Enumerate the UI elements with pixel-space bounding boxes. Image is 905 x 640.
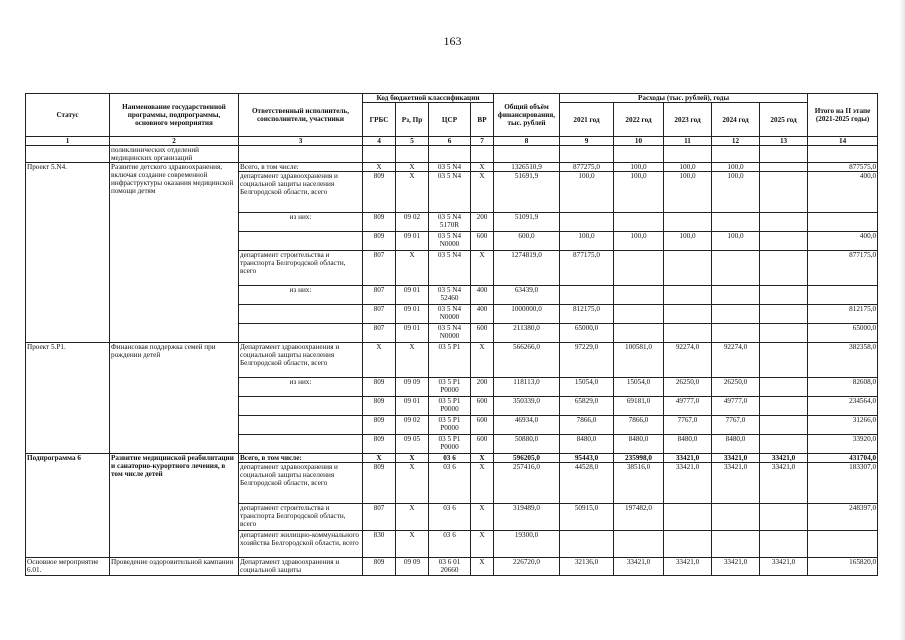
cell-y2024: 92274,0 [712, 343, 760, 378]
cell-csr: 03 5 Р1 [429, 343, 471, 378]
cell-y2021 [560, 146, 614, 163]
column-number: 2 [110, 137, 239, 146]
cell-stage-total: 183307,0 [808, 463, 878, 504]
cell-vr: X [471, 343, 494, 378]
column-number: 8 [494, 137, 560, 146]
cell-rzpr: X [396, 251, 429, 286]
cell-rzpr: 09 01 [396, 232, 429, 251]
cell-csr [429, 146, 471, 163]
cell-y2024: 33421,0 [712, 558, 760, 576]
cell-csr: 03 5 N4 [429, 163, 471, 172]
cell-y2021: 32136,0 [560, 558, 614, 576]
cell-csr: 03 6 01 20660 [429, 558, 471, 576]
row-name: поликлинических отделений медицинских организаций [110, 146, 239, 163]
cell-grbs: 807 [363, 251, 396, 286]
cell-y2022: 235998,0 [614, 454, 664, 463]
header-expenses: Расходы (тыс. рублей), годы [560, 94, 808, 103]
cell-total: 118113,0 [494, 378, 560, 397]
cell-total [494, 146, 560, 163]
cell-vr: 600 [471, 416, 494, 435]
cell-y2021: 44528,0 [560, 463, 614, 504]
cell-csr: 03 5 Р1 Р0000 [429, 435, 471, 454]
cell-rzpr [396, 146, 429, 163]
cell-y2025 [760, 146, 808, 163]
cell-total: 319489,0 [494, 504, 560, 531]
cell-rzpr: 09 01 [396, 397, 429, 416]
cell-y2021 [560, 531, 614, 558]
cell-stage-total: 33920,0 [808, 435, 878, 454]
cell-y2024: 33421,0 [712, 454, 760, 463]
cell-y2024 [712, 213, 760, 232]
cell-total: 46934,0 [494, 416, 560, 435]
cell-stage-total [808, 286, 878, 305]
cell-stage-total: 382358,0 [808, 343, 878, 378]
cell-y2022 [614, 286, 664, 305]
row-name: Финансовая поддержка семей при рождении детей [110, 343, 239, 454]
cell-y2022 [614, 305, 664, 324]
column-number: 4 [363, 137, 396, 146]
cell-vr: 600 [471, 324, 494, 343]
cell-grbs: 807 [363, 504, 396, 531]
cell-stage-total: 65000,0 [808, 324, 878, 343]
cell-csr: 03 5 N4 [429, 251, 471, 286]
cell-stage-total: 248397,0 [808, 504, 878, 531]
cell-y2023: 92274,0 [664, 343, 712, 378]
cell-y2021: 8480,0 [560, 435, 614, 454]
cell-stage-total: 431704,0 [808, 454, 878, 463]
table-body [26, 146, 878, 576]
cell-grbs: 809 [363, 463, 396, 504]
cell-y2022: 38516,0 [614, 463, 664, 504]
cell-rzpr: 09 05 [396, 435, 429, 454]
cell-rzpr: 09 09 [396, 558, 429, 576]
cell-executor: департамент здравоохранения и социальной защиты населения Белгородской области, всего [239, 463, 363, 504]
cell-y2025 [760, 163, 808, 172]
page-number: 163 [443, 34, 462, 48]
cell-y2021: 877275,0 [560, 163, 614, 172]
cell-y2025 [760, 343, 808, 378]
column-number-row [26, 137, 878, 146]
cell-y2021: 95443,0 [560, 454, 614, 463]
cell-csr: 03 5 N4 N0000 [429, 232, 471, 251]
cell-y2022: 7866,0 [614, 416, 664, 435]
header-2022: 2022 год [614, 103, 664, 137]
cell-y2023: 7767,0 [664, 416, 712, 435]
column-number: 3 [239, 137, 363, 146]
header-executor: Ответственный исполнитель, соисполнители, участники [239, 94, 363, 137]
cell-grbs: 809 [363, 172, 396, 213]
cell-stage-total: 400,0 [808, 232, 878, 251]
column-number: 7 [471, 137, 494, 146]
header-grbs: ГРБС [363, 103, 396, 137]
cell-total: 1274819,0 [494, 251, 560, 286]
cell-y2021: 100,0 [560, 232, 614, 251]
cell-rzpr: 09 02 [396, 213, 429, 232]
cell-vr: X [471, 463, 494, 504]
cell-total: 596205,0 [494, 454, 560, 463]
row-name: Развитие детского здравоохранения, включая создание современной инфраструктуры оказания медицинской помощи детям [110, 163, 239, 343]
cell-y2023: 33421,0 [664, 558, 712, 576]
cell-vr: X [471, 454, 494, 463]
cell-y2021: 877175,0 [560, 251, 614, 286]
cell-total: 211380,0 [494, 324, 560, 343]
column-number: 6 [429, 137, 471, 146]
cell-grbs: X [363, 454, 396, 463]
row-status: Подпрограмма 6 [26, 454, 110, 558]
row-name: Развитие медицинской реабилитации и санаторно-курортного лечения, в том числе детей [110, 454, 239, 558]
cell-y2021: 97229,0 [560, 343, 614, 378]
header-2021: 2021 год [560, 103, 614, 137]
cell-y2025 [760, 213, 808, 232]
cell-csr: 03 5 Р1 Р0000 [429, 397, 471, 416]
cell-y2023 [664, 251, 712, 286]
cell-rzpr: 09 01 [396, 286, 429, 305]
scan-edge [899, 0, 905, 640]
cell-grbs: 807 [363, 305, 396, 324]
cell-y2023 [664, 324, 712, 343]
cell-y2022: 100,0 [614, 172, 664, 213]
cell-total: 51091,9 [494, 213, 560, 232]
header-status: Статус [26, 94, 110, 137]
header-rzpr: Рз, Пр [396, 103, 429, 137]
cell-y2024: 7767,0 [712, 416, 760, 435]
cell-csr: 03 5 Р1 Р0000 [429, 378, 471, 397]
cell-y2022 [614, 251, 664, 286]
cell-y2025 [760, 504, 808, 531]
cell-y2025 [760, 286, 808, 305]
cell-y2025 [760, 324, 808, 343]
cell-executor: департамент строительства и транспорта Белгородской области, всего [239, 504, 363, 531]
cell-executor: департамент строительства и транспорта Белгородской области, всего [239, 251, 363, 286]
cell-grbs: 807 [363, 286, 396, 305]
cell-y2025 [760, 232, 808, 251]
cell-y2021: 50915,0 [560, 504, 614, 531]
cell-y2023 [664, 531, 712, 558]
cell-executor: из них: [239, 286, 363, 305]
cell-y2023 [664, 305, 712, 324]
cell-y2023: 100,0 [664, 232, 712, 251]
cell-rzpr: X [396, 504, 429, 531]
cell-stage-total: 877575,0 [808, 163, 878, 172]
cell-y2024 [712, 531, 760, 558]
header-stage-total: Итого на II этапе (2021-2025 годы) [808, 94, 878, 137]
cell-grbs: X [363, 343, 396, 378]
cell-executor [239, 146, 363, 163]
header-csr: ЦСР [429, 103, 471, 137]
table-row [26, 343, 878, 378]
cell-y2022: 197482,0 [614, 504, 664, 531]
cell-rzpr: 09 01 [396, 305, 429, 324]
cell-y2022: 15054,0 [614, 378, 664, 397]
cell-y2023: 8480,0 [664, 435, 712, 454]
cell-y2025 [760, 416, 808, 435]
cell-stage-total: 82608,0 [808, 378, 878, 397]
cell-csr: 03 5 N4 N0000 [429, 305, 471, 324]
cell-y2024: 100,0 [712, 163, 760, 172]
cell-y2021: 812175,0 [560, 305, 614, 324]
cell-y2023: 100,0 [664, 172, 712, 213]
cell-y2023 [664, 286, 712, 305]
cell-total: 257416,0 [494, 463, 560, 504]
header-row-1 [26, 94, 878, 103]
cell-csr: 03 5 N4 52460 [429, 286, 471, 305]
cell-grbs: 807 [363, 324, 396, 343]
cell-y2024: 33421,0 [712, 463, 760, 504]
cell-rzpr: 09 09 [396, 378, 429, 397]
column-number: 9 [560, 137, 614, 146]
cell-executor: департамент жилищно-коммунального хозяйства Белгородской области, всего [239, 531, 363, 558]
header-2023: 2023 год [664, 103, 712, 137]
cell-rzpr: X [396, 163, 429, 172]
cell-grbs: 809 [363, 558, 396, 576]
cell-rzpr: X [396, 172, 429, 213]
cell-executor: из них: [239, 213, 363, 232]
cell-stage-total: 234564,0 [808, 397, 878, 416]
header-vr: ВР [471, 103, 494, 137]
cell-y2024: 100,0 [712, 172, 760, 213]
cell-y2024 [712, 504, 760, 531]
cell-executor [239, 305, 363, 324]
cell-executor [239, 435, 363, 454]
cell-executor: Департамент здравоохранения и социальной защиты [239, 558, 363, 576]
cell-executor: Всего, в том числе: [239, 163, 363, 172]
cell-executor: Департамент здравоохранения и социальной защиты населения Белгородской области, всего [239, 343, 363, 378]
cell-rzpr: X [396, 343, 429, 378]
cell-total: 566266,0 [494, 343, 560, 378]
cell-y2023 [664, 213, 712, 232]
cell-y2025 [760, 378, 808, 397]
cell-total: 1326510,9 [494, 163, 560, 172]
row-name: Проведение оздоровительной кампании [110, 558, 239, 576]
cell-rzpr: 09 02 [396, 416, 429, 435]
table-row [26, 558, 878, 576]
cell-vr: 400 [471, 305, 494, 324]
column-number: 14 [808, 137, 878, 146]
cell-y2022: 8480,0 [614, 435, 664, 454]
cell-executor [239, 232, 363, 251]
cell-y2022 [614, 213, 664, 232]
cell-y2022: 100581,0 [614, 343, 664, 378]
cell-rzpr: X [396, 531, 429, 558]
cell-y2021 [560, 286, 614, 305]
column-number: 12 [712, 137, 760, 146]
cell-total: 600,0 [494, 232, 560, 251]
cell-csr: 03 6 [429, 531, 471, 558]
cell-executor: Всего, в том числе: [239, 454, 363, 463]
header-2024: 2024 год [712, 103, 760, 137]
cell-vr: X [471, 558, 494, 576]
cell-grbs: 809 [363, 397, 396, 416]
cell-y2024: 100,0 [712, 232, 760, 251]
cell-y2021: 100,0 [560, 172, 614, 213]
cell-executor: департамент здравоохранения и социальной защиты населения Белгородской области, всего [239, 172, 363, 213]
cell-y2022: 33421,0 [614, 558, 664, 576]
cell-y2024 [712, 305, 760, 324]
row-status: Проект 5.N4. [26, 163, 110, 343]
cell-csr: 03 5 N4 5170R [429, 213, 471, 232]
cell-stage-total [808, 213, 878, 232]
cell-total: 50880,0 [494, 435, 560, 454]
cell-total: 350339,0 [494, 397, 560, 416]
column-number: 5 [396, 137, 429, 146]
cell-y2024: 8480,0 [712, 435, 760, 454]
cell-stage-total: 400,0 [808, 172, 878, 213]
cell-rzpr: X [396, 463, 429, 504]
row-status: Проект 5.Р1. [26, 343, 110, 454]
cell-y2025 [760, 251, 808, 286]
row-status: Основное мероприятие 6.01. [26, 558, 110, 576]
cell-stage-total: 877175,0 [808, 251, 878, 286]
cell-y2025 [760, 435, 808, 454]
cell-grbs: X [363, 163, 396, 172]
cell-vr: 200 [471, 378, 494, 397]
cell-csr: 03 5 N4 [429, 172, 471, 213]
cell-y2023 [664, 504, 712, 531]
header-budget-code: Код бюджетной классификации [363, 94, 494, 103]
cell-y2022 [614, 146, 664, 163]
cell-y2024 [712, 251, 760, 286]
cell-stage-total [808, 146, 878, 163]
cell-y2024 [712, 324, 760, 343]
cell-vr: 400 [471, 286, 494, 305]
cell-vr: X [471, 504, 494, 531]
table-row [26, 146, 878, 163]
cell-grbs: 830 [363, 531, 396, 558]
cell-y2024 [712, 146, 760, 163]
cell-grbs [363, 146, 396, 163]
cell-vr [471, 146, 494, 163]
cell-stage-total: 31266,0 [808, 416, 878, 435]
cell-vr: 600 [471, 232, 494, 251]
cell-y2023: 100,0 [664, 163, 712, 172]
cell-grbs: 809 [363, 213, 396, 232]
column-number: 10 [614, 137, 664, 146]
cell-stage-total: 812175,0 [808, 305, 878, 324]
cell-vr: X [471, 531, 494, 558]
cell-total: 63439,0 [494, 286, 560, 305]
cell-total: 1000000,0 [494, 305, 560, 324]
cell-y2022 [614, 324, 664, 343]
cell-executor [239, 416, 363, 435]
table-row [26, 454, 878, 463]
cell-y2023 [664, 146, 712, 163]
cell-vr: 200 [471, 213, 494, 232]
cell-grbs: 809 [363, 416, 396, 435]
column-number: 1 [26, 137, 110, 146]
cell-y2024: 26250,0 [712, 378, 760, 397]
header-name: Наименование государственной программы, подпрограммы, основного мероприятия [110, 94, 239, 137]
cell-y2023: 33421,0 [664, 463, 712, 504]
cell-executor: из них: [239, 378, 363, 397]
budget-table [25, 93, 878, 576]
cell-vr: X [471, 172, 494, 213]
cell-vr: 600 [471, 397, 494, 416]
cell-y2025 [760, 531, 808, 558]
cell-csr: 03 5 Р1 Р0000 [429, 416, 471, 435]
cell-y2021 [560, 213, 614, 232]
cell-csr: 03 6 [429, 504, 471, 531]
cell-grbs: 809 [363, 435, 396, 454]
cell-y2023: 26250,0 [664, 378, 712, 397]
cell-executor [239, 324, 363, 343]
cell-y2022: 100,0 [614, 163, 664, 172]
cell-grbs: 809 [363, 232, 396, 251]
cell-y2025: 33421,0 [760, 558, 808, 576]
cell-y2025: 33421,0 [760, 454, 808, 463]
cell-executor [239, 397, 363, 416]
cell-y2025 [760, 305, 808, 324]
table-row [26, 163, 878, 172]
column-number: 11 [664, 137, 712, 146]
cell-vr: 600 [471, 435, 494, 454]
cell-y2021: 7866,0 [560, 416, 614, 435]
cell-stage-total [808, 531, 878, 558]
cell-csr: 03 6 [429, 463, 471, 504]
cell-vr: X [471, 163, 494, 172]
cell-y2025: 33421,0 [760, 463, 808, 504]
row-status [26, 146, 110, 163]
cell-csr: 03 6 [429, 454, 471, 463]
header-2025: 2025 год [760, 103, 808, 137]
cell-y2023: 33421,0 [664, 454, 712, 463]
cell-grbs: 809 [363, 378, 396, 397]
cell-vr: X [471, 251, 494, 286]
cell-y2025 [760, 397, 808, 416]
cell-y2021: 65829,0 [560, 397, 614, 416]
cell-y2022: 69181,0 [614, 397, 664, 416]
cell-total: 226720,0 [494, 558, 560, 576]
cell-csr: 03 5 N4 N0000 [429, 324, 471, 343]
cell-y2021: 15054,0 [560, 378, 614, 397]
column-number: 13 [760, 137, 808, 146]
cell-y2022: 100,0 [614, 232, 664, 251]
header-total-volume: Общий объём финансирования, тыс. рублей [494, 94, 560, 137]
cell-y2025 [760, 172, 808, 213]
cell-y2023: 49777,0 [664, 397, 712, 416]
cell-y2024: 49777,0 [712, 397, 760, 416]
cell-y2021: 65000,0 [560, 324, 614, 343]
cell-rzpr: 09 01 [396, 324, 429, 343]
cell-y2022 [614, 531, 664, 558]
cell-total: 51691,9 [494, 172, 560, 213]
cell-total: 19300,0 [494, 531, 560, 558]
cell-rzpr: X [396, 454, 429, 463]
cell-y2024 [712, 286, 760, 305]
cell-stage-total: 165820,0 [808, 558, 878, 576]
